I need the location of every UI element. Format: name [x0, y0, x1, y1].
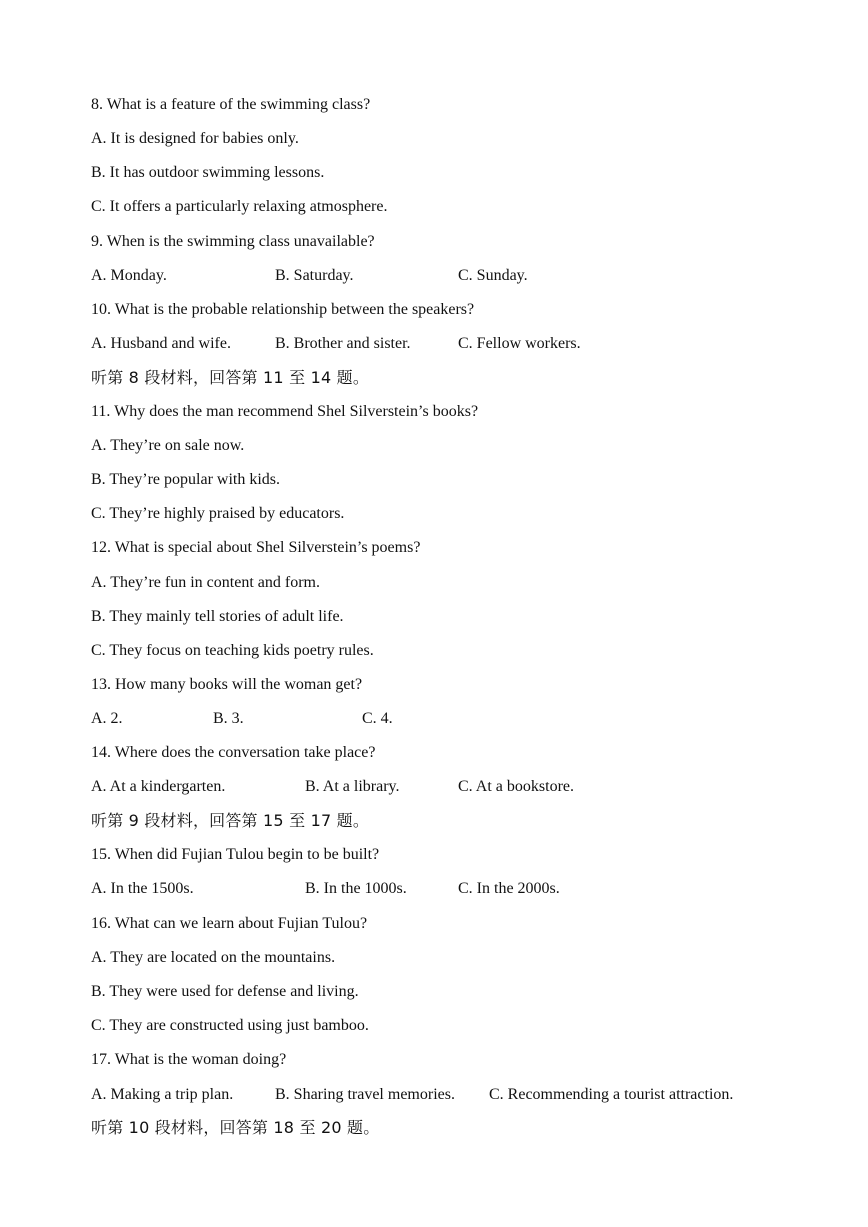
question-15: 15. When did Fujian Tulou begin to be built?: [91, 846, 380, 863]
question-12: 12. What is special about Shel Silverstein’s poems?: [91, 539, 421, 556]
q10-option-b: B. Brother and sister.: [275, 335, 411, 352]
q15-option-b: B. In the 1000s.: [305, 880, 407, 897]
section-heading-9: 听第 9 段材料，回答第 15 至 17 题。: [91, 811, 370, 830]
q10-option-c: C. Fellow workers.: [458, 335, 581, 352]
q11-option-c: C. They’re highly praised by educators.: [91, 505, 345, 522]
q12-option-c: C. They focus on teaching kids poetry rules.: [91, 642, 374, 659]
q15-option-a: A. In the 1500s.: [91, 880, 194, 897]
q11-option-b: B. They’re popular with kids.: [91, 471, 281, 488]
q10-option-a: A. Husband and wife.: [91, 335, 231, 352]
q13-option-c: C. 4.: [362, 710, 393, 727]
q14-option-a: A. At a kindergarten.: [91, 778, 226, 795]
question-16: 16. What can we learn about Fujian Tulou?: [91, 915, 368, 932]
q12-option-b: B. They mainly tell stories of adult life.: [91, 608, 344, 625]
q14-option-b: B. At a library.: [305, 778, 400, 795]
q13-option-a: A. 2.: [91, 710, 123, 727]
q13-option-b: B. 3.: [213, 710, 244, 727]
q16-option-a: A. They are located on the mountains.: [91, 949, 336, 966]
question-11: 11. Why does the man recommend Shel Silverstein’s books?: [91, 403, 479, 420]
question-13: 13. How many books will the woman get?: [91, 676, 363, 693]
q9-option-c: C. Sunday.: [458, 267, 528, 284]
q17-option-c: C. Recommending a tourist attraction.: [489, 1086, 734, 1103]
q17-option-a: A. Making a trip plan.: [91, 1086, 234, 1103]
q14-option-c: C. At a bookstore.: [458, 778, 574, 795]
q16-option-b: B. They were used for defense and living.: [91, 983, 359, 1000]
q8-option-c: C. It offers a particularly relaxing atmosphere.: [91, 198, 388, 215]
q9-option-b: B. Saturday.: [275, 267, 354, 284]
section-heading-10: 听第 10 段材料，回答第 18 至 20 题。: [91, 1118, 380, 1137]
q9-option-a: A. Monday.: [91, 267, 167, 284]
q16-option-c: C. They are constructed using just bamboo.: [91, 1017, 369, 1034]
question-8: 8. What is a feature of the swimming class?: [91, 96, 371, 113]
q15-option-c: C. In the 2000s.: [458, 880, 560, 897]
q17-option-b: B. Sharing travel memories.: [275, 1086, 455, 1103]
q8-option-b: B. It has outdoor swimming lessons.: [91, 164, 325, 181]
question-14: 14. Where does the conversation take place?: [91, 744, 376, 761]
question-9: 9. When is the swimming class unavailable?: [91, 233, 375, 250]
question-10: 10. What is the probable relationship between the speakers?: [91, 301, 475, 318]
q11-option-a: A. They’re on sale now.: [91, 437, 245, 454]
question-17: 17. What is the woman doing?: [91, 1051, 287, 1068]
section-heading-8: 听第 8 段材料，回答第 11 至 14 题。: [91, 368, 370, 387]
q8-option-a: A. It is designed for babies only.: [91, 130, 299, 147]
q12-option-a: A. They’re fun in content and form.: [91, 574, 320, 591]
